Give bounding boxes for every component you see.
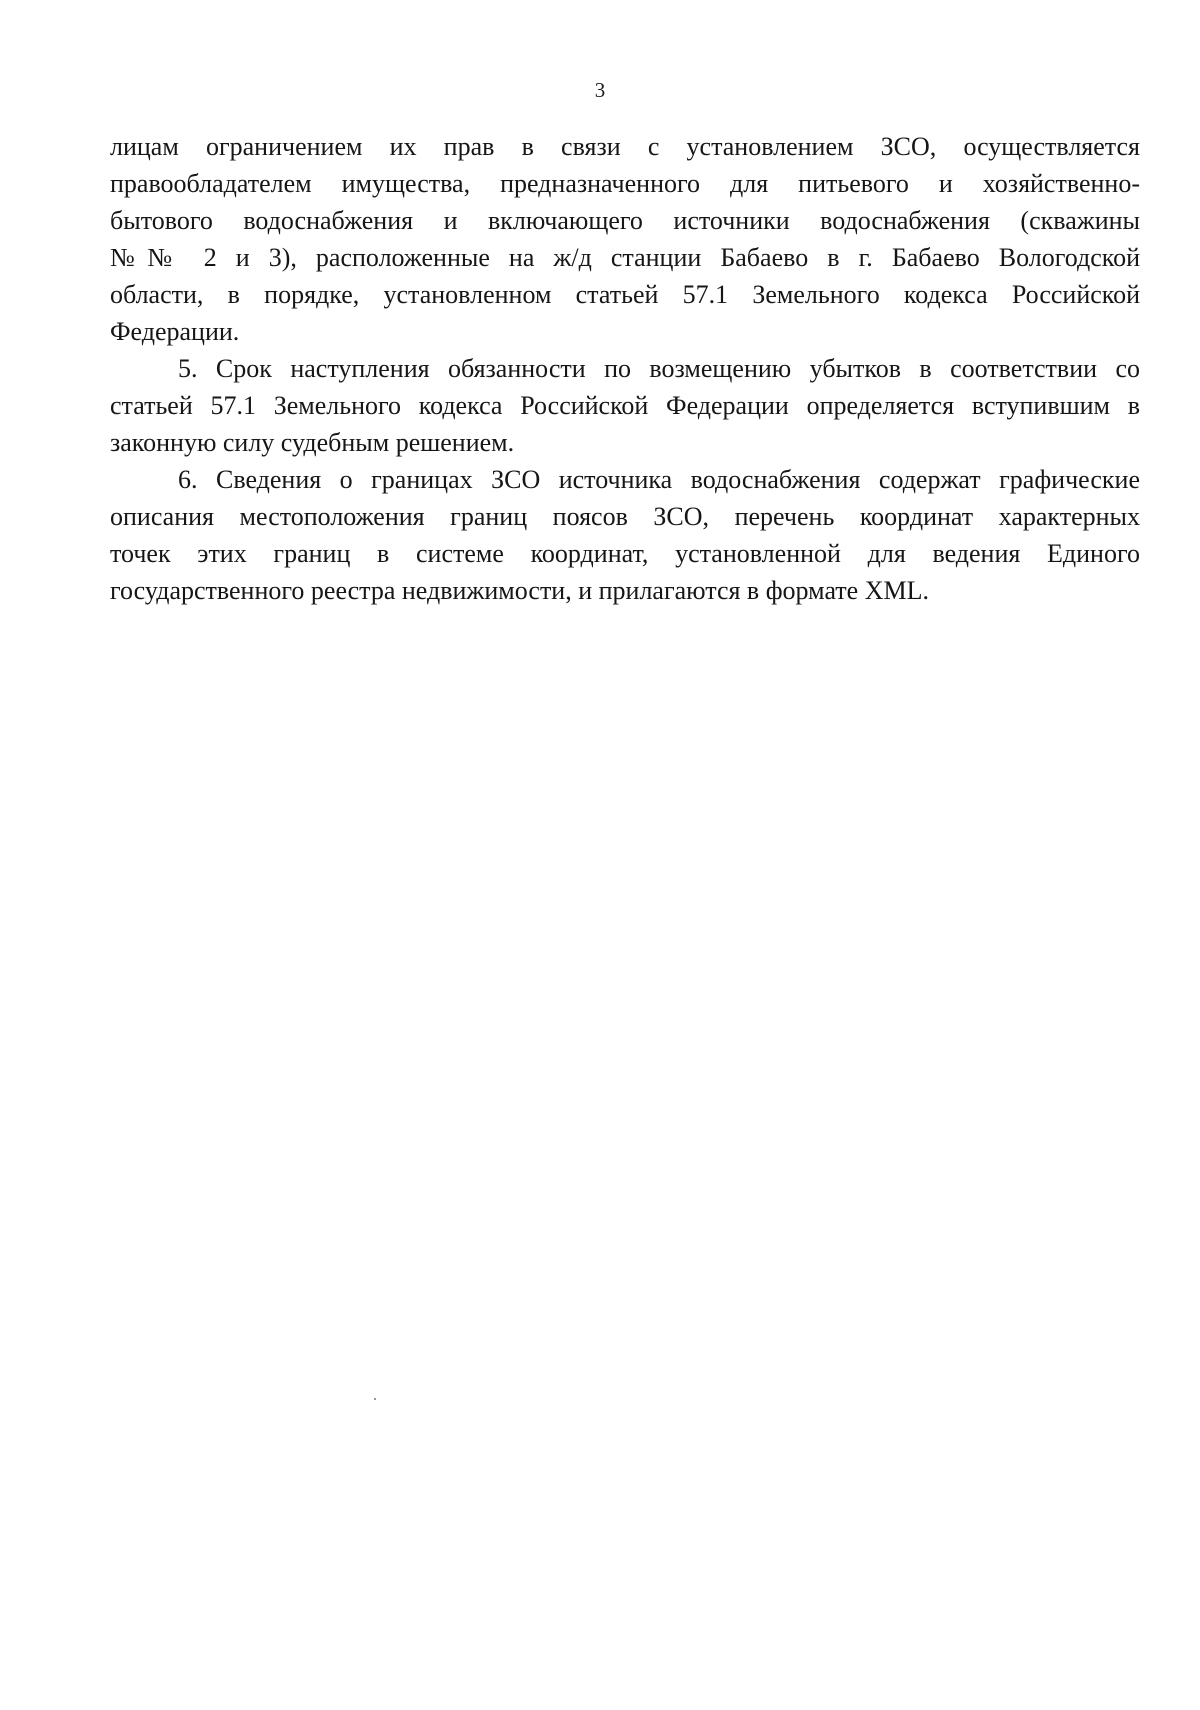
paragraph-5 <box>110 350 1140 461</box>
text-line: Федерации. <box>110 317 240 346</box>
scan-speck <box>374 1398 376 1400</box>
text-line: описания местоположения границ поясов ЗСО, перечень координат характерных <box>110 502 1140 531</box>
text-line: 6. Сведения о границах ЗСО источника водоснабжения содержат графические <box>178 465 1140 494</box>
text-line: бытового водоснабжения и включающего источники водоснабжения (скважины <box>110 206 1140 235</box>
page-number: 3 <box>594 78 606 102</box>
text-line: 5. Срок наступления обязанности по возмещению убытков в соответствии со <box>178 354 1140 383</box>
paragraph-6 <box>110 461 1140 609</box>
text-line: области, в порядке, установленном статьей 57.1 Земельного кодекса Российской <box>110 280 1140 309</box>
text-line: государственного реестра недвижимости, и прилагаются в формате XML. <box>110 576 929 605</box>
text-line: правообладателем имущества, предназначенного для питьевого и хозяйственно- <box>110 169 1140 198</box>
text-line: точек этих границ в системе координат, установленной для ведения Единого <box>110 539 1140 568</box>
document-body <box>110 128 1140 609</box>
paragraph-4-continuation <box>110 128 1140 350</box>
text-line: законную силу судебным решением. <box>110 428 515 457</box>
text-line: лицам ограничением их прав в связи с установлением ЗСО, осуществляется <box>110 132 1140 161</box>
text-line: №№ 2 и 3), расположенные на ж/д станции Бабаево в г. Бабаево Вологодской <box>110 243 1140 272</box>
text-line: статьей 57.1 Земельного кодекса Российской Федерации определяется вступившим в <box>110 391 1140 420</box>
